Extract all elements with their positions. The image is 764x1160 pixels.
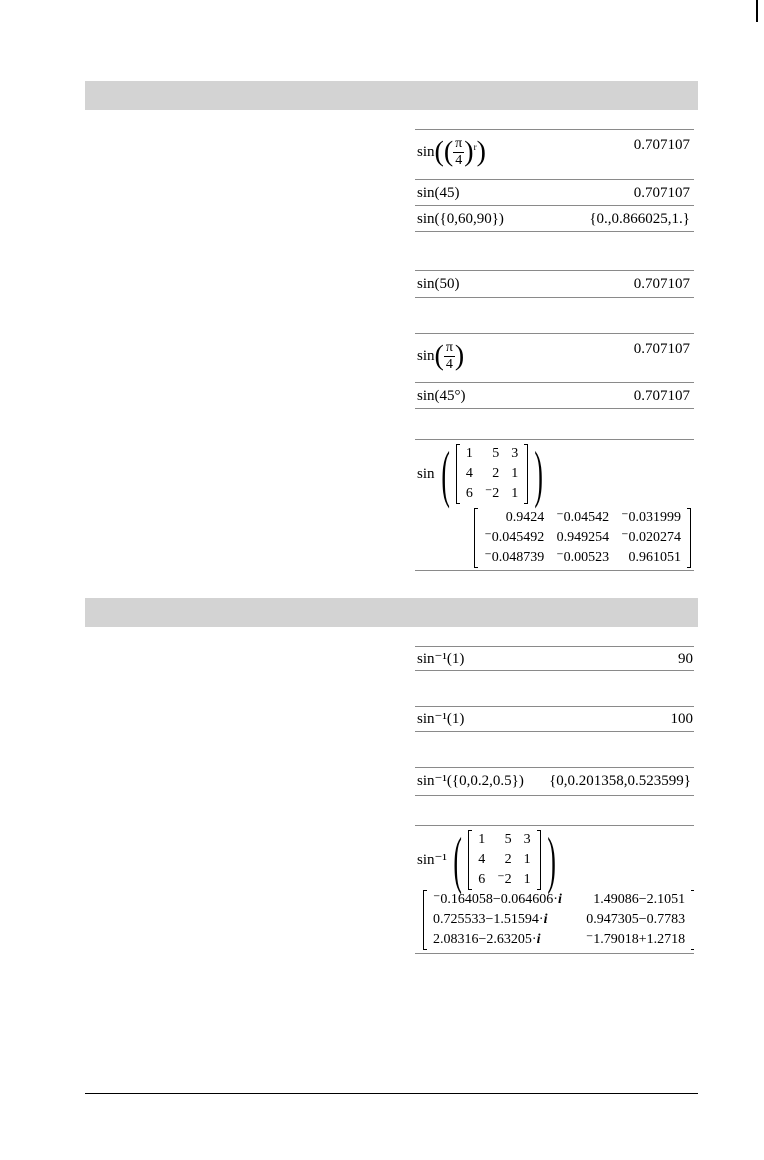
page-edge-marker [756,0,758,22]
expression: sin⁻¹(1) [417,711,465,727]
fraction [444,340,455,373]
matrix-cell: 1 [465,446,473,461]
example-row [415,271,694,298]
parenthesis: ) [454,340,465,372]
matrix-cell: ⁻1.79018+1.2718 [585,932,686,947]
matrix-cell: 0.949254 [556,530,610,545]
input-matrix [456,444,528,504]
result [474,508,691,568]
example-box-arcsin-gradian [415,706,694,732]
expression: sin⁻¹(1) [417,651,465,667]
function-name: sin [417,466,435,482]
matrix-cell: ⁻0.164058−0.064606·i [433,892,562,907]
expression: sin(45°) [417,388,466,404]
matrix-cell: 3 [523,832,531,847]
footer-rule [85,1093,698,1094]
matrix-cell: 6 [465,486,473,501]
matrix-cell: ⁻0.045492 [484,530,545,545]
expression [417,136,486,169]
example-row [415,334,694,383]
example-row [415,707,694,732]
expression [417,340,464,373]
fraction [453,136,464,169]
example-box-sin-radian [415,129,694,232]
expression: sin(45) [417,185,460,201]
parenthesis: ( [440,438,450,509]
matrix-cell: 4 [478,852,486,867]
output-matrix [474,508,691,568]
function-name: sin [417,143,435,160]
function-name: sin [417,347,435,364]
section-header-sin [85,81,698,110]
matrix-cell: 0.947305−0.7783 [586,912,686,927]
matrix-cell: 3 [511,446,519,461]
example-box-sin-gradian [415,270,694,298]
matrix-cell: 5 [504,832,512,847]
matrix-cell: 1 [511,466,519,481]
matrix-cell: 4 [465,466,473,481]
result: 0.707107 [633,388,690,404]
matrix-cell: ⁻2 [484,486,500,501]
matrix-cell: ⁻0.020274 [621,530,681,545]
result: {0,0.201358,0.523599} [549,773,691,789]
result: 0.707107 [633,137,690,153]
expression: sin(50) [417,276,460,292]
example-row [415,130,694,180]
matrix-cell: ⁻0.031999 [621,510,681,525]
result: 90 [678,651,693,667]
matrix-cell: 5 [492,446,500,461]
example-box-sin-radian-mode [415,333,694,409]
matrix-cell: 1 [478,832,486,847]
function-name: sin⁻¹ [417,852,447,868]
denominator: 4 [455,153,463,168]
example-box-arcsin-matrix [415,825,694,954]
matrix-cell: 1 [511,486,519,501]
result: 0.707107 [633,341,690,357]
input-matrix [468,830,540,890]
matrix-cell: ⁻2 [497,872,512,887]
example-box-arcsin-degree [415,646,694,671]
matrix-cell: 0.961051 [628,550,681,565]
parenthesis: ) [547,825,556,895]
section-header-arcsin [85,598,698,627]
matrix-cell: 0.725533−1.51594·i [433,912,548,927]
matrix-cell: ⁻0.00523 [556,550,610,565]
example-row [415,647,694,671]
example-box-sin-matrix [415,439,694,571]
result: 0.707107 [633,276,690,292]
matrix-cell: 6 [478,872,486,887]
expression: sin⁻¹({0,0.2,0.5}) [417,773,524,789]
result [423,890,694,950]
numerator: π [455,136,463,151]
matrix-cell: ⁻0.048739 [484,550,545,565]
parenthesis: ( [443,136,454,168]
matrix-cell: 1.49086−2.1051 [593,892,686,907]
example-row [415,768,694,796]
numerator: π [445,340,453,355]
expression: sin({0,60,90}) [417,211,504,227]
output-matrix [423,890,694,950]
example-row [415,383,694,409]
radian-mark: r [473,141,477,152]
parenthesis: ) [534,438,544,509]
parenthesis: ) [464,136,474,168]
parenthesis: ( [434,136,444,168]
result: 0.707107 [633,185,690,201]
example-box-arcsin-list [415,767,694,796]
expression [417,825,562,895]
matrix-cell: ⁻0.04542 [556,510,610,525]
denominator: 4 [445,357,453,372]
parenthesis: ) [476,136,486,168]
parenthesis: ( [453,825,462,895]
example-row [415,180,694,206]
example-row [415,206,694,232]
expression [417,438,550,509]
matrix-cell: 0.9424 [505,510,545,525]
result: 100 [670,711,693,727]
matrix-cell: 1 [523,872,531,887]
matrix-cell: 2 [492,466,500,481]
matrix-cell: 2 [504,852,512,867]
matrix-cell: 1 [523,852,531,867]
matrix-cell: 2.08316−2.63205·i [433,932,541,947]
example-row [415,440,694,571]
parenthesis: ( [434,340,444,372]
result: {0.,0.866025,1.} [589,211,690,227]
